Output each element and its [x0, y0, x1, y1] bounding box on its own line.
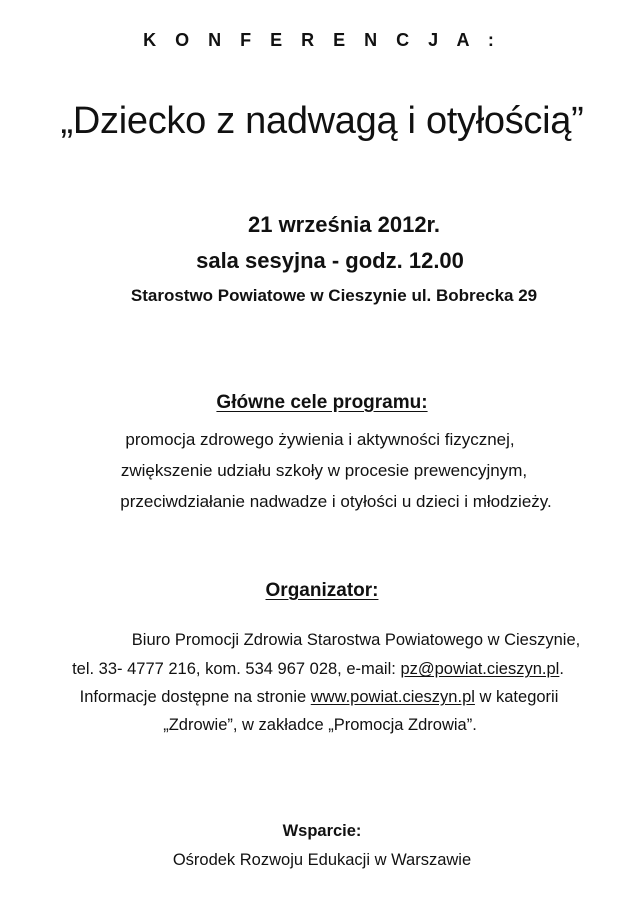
support-name: Ośrodek Rozwoju Edukacji w Warszawie	[172, 851, 472, 869]
goal-item: zwiększenie udziału szkoły w procesie prewencyjnym,	[120, 461, 528, 480]
conference-kicker: K O N F E R E N C J A :	[143, 30, 501, 50]
support-heading: Wsparcie:	[282, 822, 362, 840]
goal-item: promocja zdrowego żywienia i aktywności fizycznej,	[125, 430, 515, 449]
goals-heading: Główne cele programu:	[216, 392, 428, 413]
organizer-contact	[0, 660, 640, 679]
email-link[interactable]: pz@powiat.cieszyn.pl	[400, 660, 560, 678]
event-hall-time: sala sesyjna - godz. 12.00	[196, 248, 464, 273]
organizer-heading: Organizator:	[265, 580, 379, 601]
event-venue: Starostwo Powiatowe w Cieszynie ul. Bobrecka 29	[130, 286, 538, 305]
contact-phones: tel. 33- 4777 216, kom. 534 967 028, e-mail:	[72, 660, 401, 678]
organizer-website-line	[0, 688, 641, 707]
website-prefix: Informacje dostępne na stronie	[79, 688, 311, 706]
organizer-category-line: „Zdrowie”, w zakładce „Promocja Zdrowia”.	[163, 716, 477, 734]
contact-end: .	[559, 660, 564, 678]
website-suffix: w kategorii	[474, 688, 559, 706]
organizer-name: Biuro Promocji Zdrowia Starostwa Powiatowego w Cieszynie,	[131, 631, 581, 649]
conference-title: „Dziecko z nadwagą i otyłością”	[60, 100, 584, 142]
website-link[interactable]: www.powiat.cieszyn.pl	[310, 688, 475, 706]
goal-item: przeciwdziałanie nadwadze i otyłości u dzieci i młodzieży.	[120, 492, 552, 511]
event-date: 21 września 2012r.	[247, 212, 441, 237]
